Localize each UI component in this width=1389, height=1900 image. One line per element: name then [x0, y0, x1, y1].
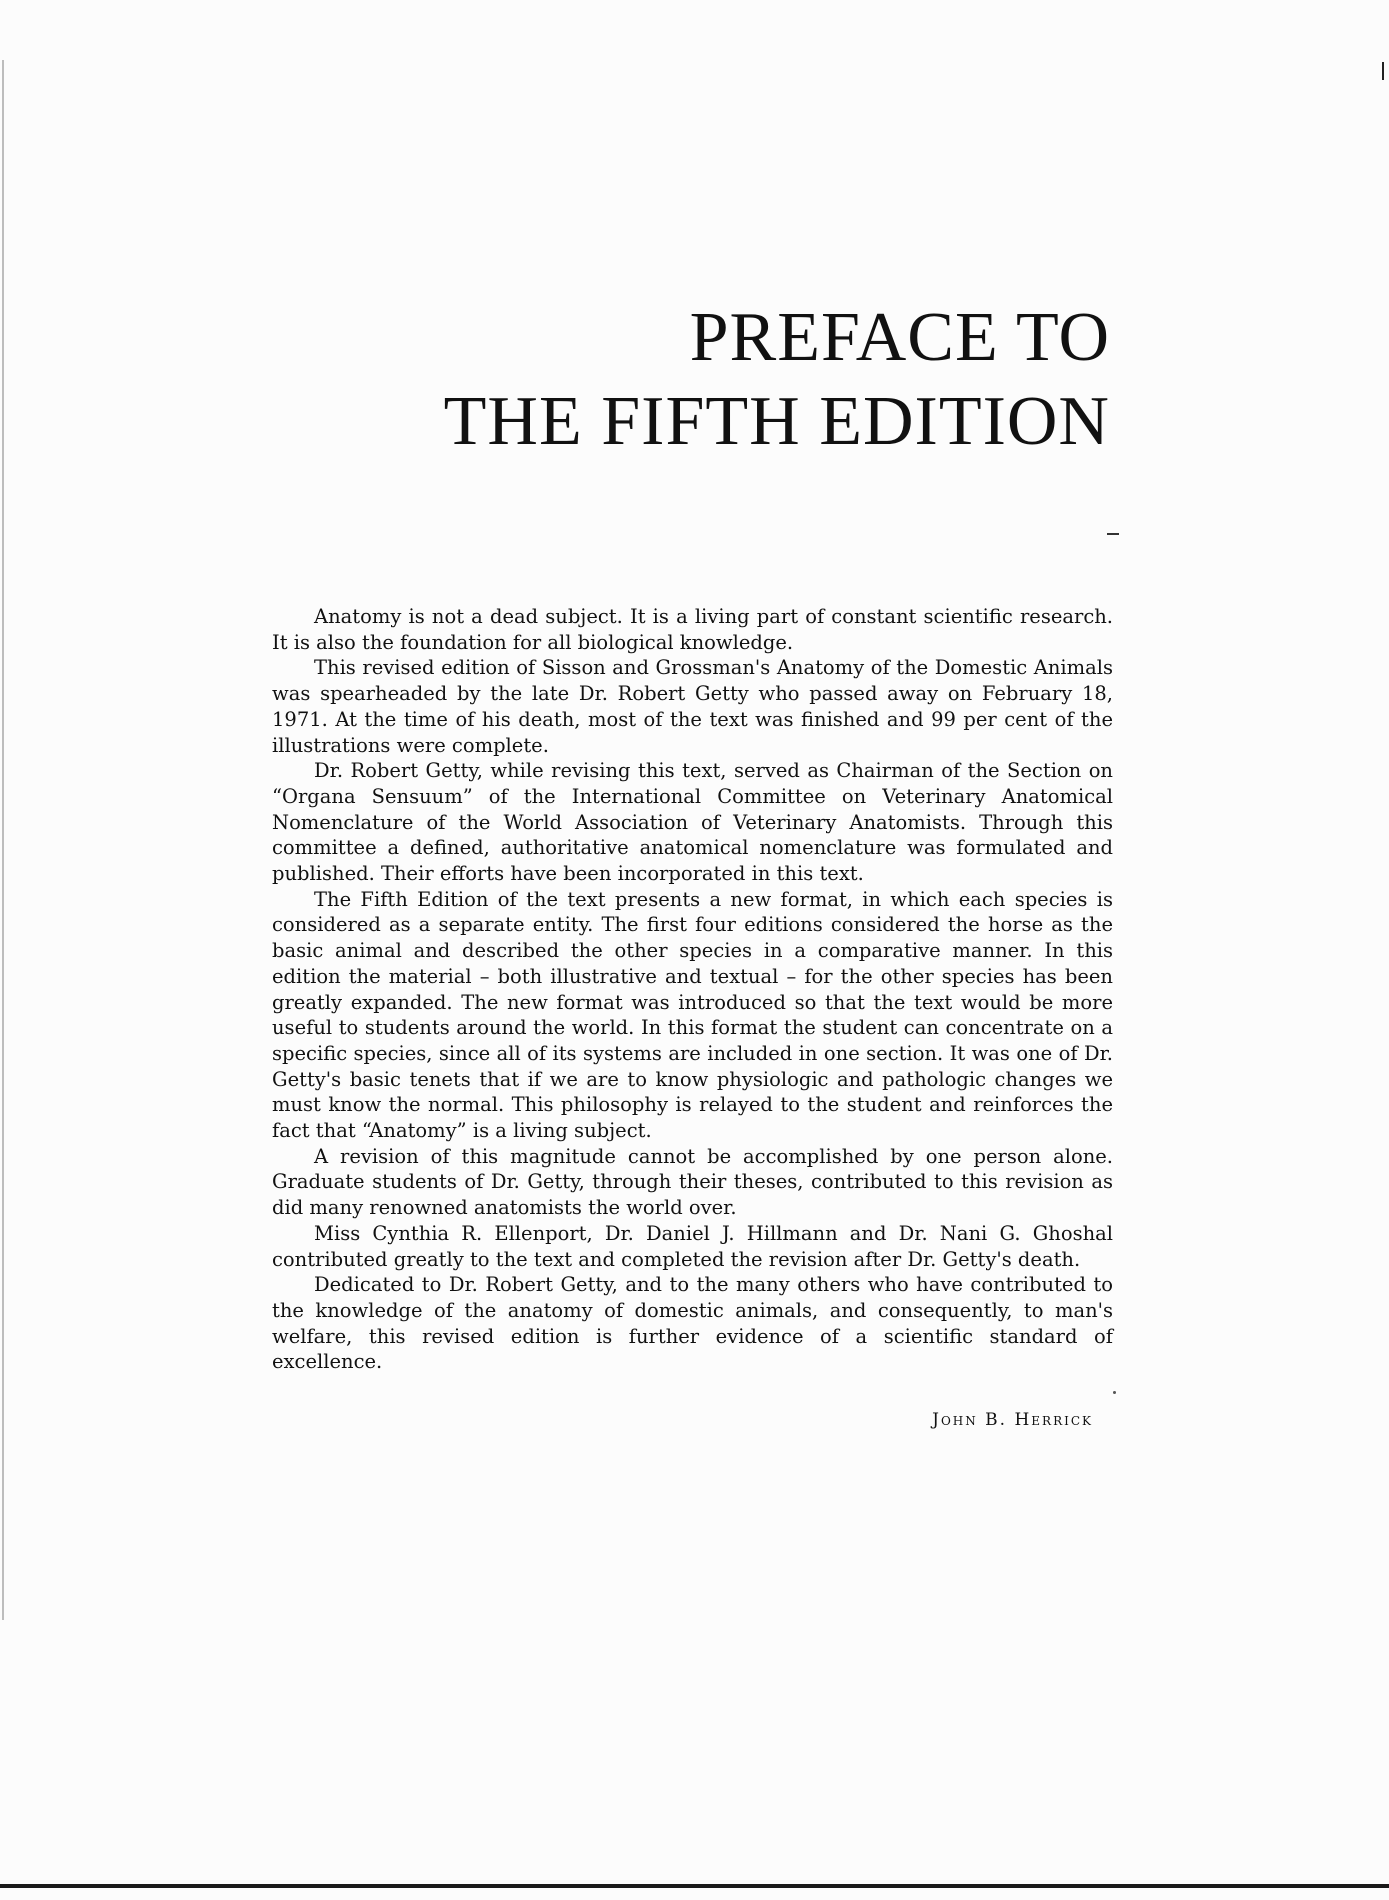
- stray-dash-mark: [1107, 533, 1119, 535]
- title-line-1: PREFACE TO: [689, 299, 1110, 376]
- paragraph-4: The Fifth Edition of the text presents a new format, in which each species is considered as a separate entity. The first four editions considered the horse as the basic animal and described the other species in a comparative manner. In this edition the material – both illustrative and textual – for the other species has been greatly expanded. The new format was introduced so that the text would be more useful to students around the world. In this format the student can concentrate on a specific species, since all of its systems are included in one section. It was one of Dr. Getty's basic tenets that if we are to know physiologic and pathologic changes we must know the normal. This philosophy is relayed to the student and reinforces the fact that “Anatomy” is a living subject.: [272, 887, 1113, 1143]
- paragraph-5: A revision of this magnitude cannot be accomplished by one person alone. Graduate students of Dr. Getty, through their theses, contributed to this revision as did many renowned anatomists the world over.: [272, 1144, 1113, 1220]
- paragraph-2: This revised edition of Sisson and Grossman's Anatomy of the Domestic Animals was spearheaded by the late Dr. Robert Getty who passed away on February 18, 1971. At the time of his death, most of the text was finished and 99 per cent of the illustrations were complete.: [272, 656, 1113, 757]
- title-line-2: THE FIFTH EDITION: [443, 383, 1110, 460]
- scan-edge-right: [1382, 62, 1384, 80]
- page-title: [0, 296, 1110, 464]
- author-signature: John B. Herrick: [932, 1410, 1093, 1430]
- paragraph-1: Anatomy is not a dead subject. It is a living part of constant scientific research. It is also the foundation for all biological knowledge.: [272, 605, 1113, 654]
- preface-body: [272, 604, 1113, 1375]
- paragraph-7: Dedicated to Dr. Robert Getty, and to the many others who have contributed to the knowledge of the anatomy of domestic animals, and consequently, to man's welfare, this revised edition is further evidence of a scientific standard of excellence.: [272, 1273, 1113, 1374]
- paragraph-6: Miss Cynthia R. Ellenport, Dr. Daniel J. Hillmann and Dr. Nani G. Ghoshal contributed greatly to the text and completed the revision after Dr. Getty's death.: [272, 1221, 1113, 1271]
- stray-dot-mark: [1113, 1391, 1116, 1394]
- scan-edge-left: [2, 60, 4, 1620]
- bottom-scan-rule: [0, 1884, 1389, 1888]
- paragraph-3: Dr. Robert Getty, while revising this text, served as Chairman of the Section on “Organa Sensuum” of the International Committee on Veterinary Anatomical Nomenclature of the World Association of Veterinary Anatomists. Through this committee a defined, authoritative anatomical nomenclature was formulated and published. Their efforts have been incorporated in this text.: [272, 759, 1113, 886]
